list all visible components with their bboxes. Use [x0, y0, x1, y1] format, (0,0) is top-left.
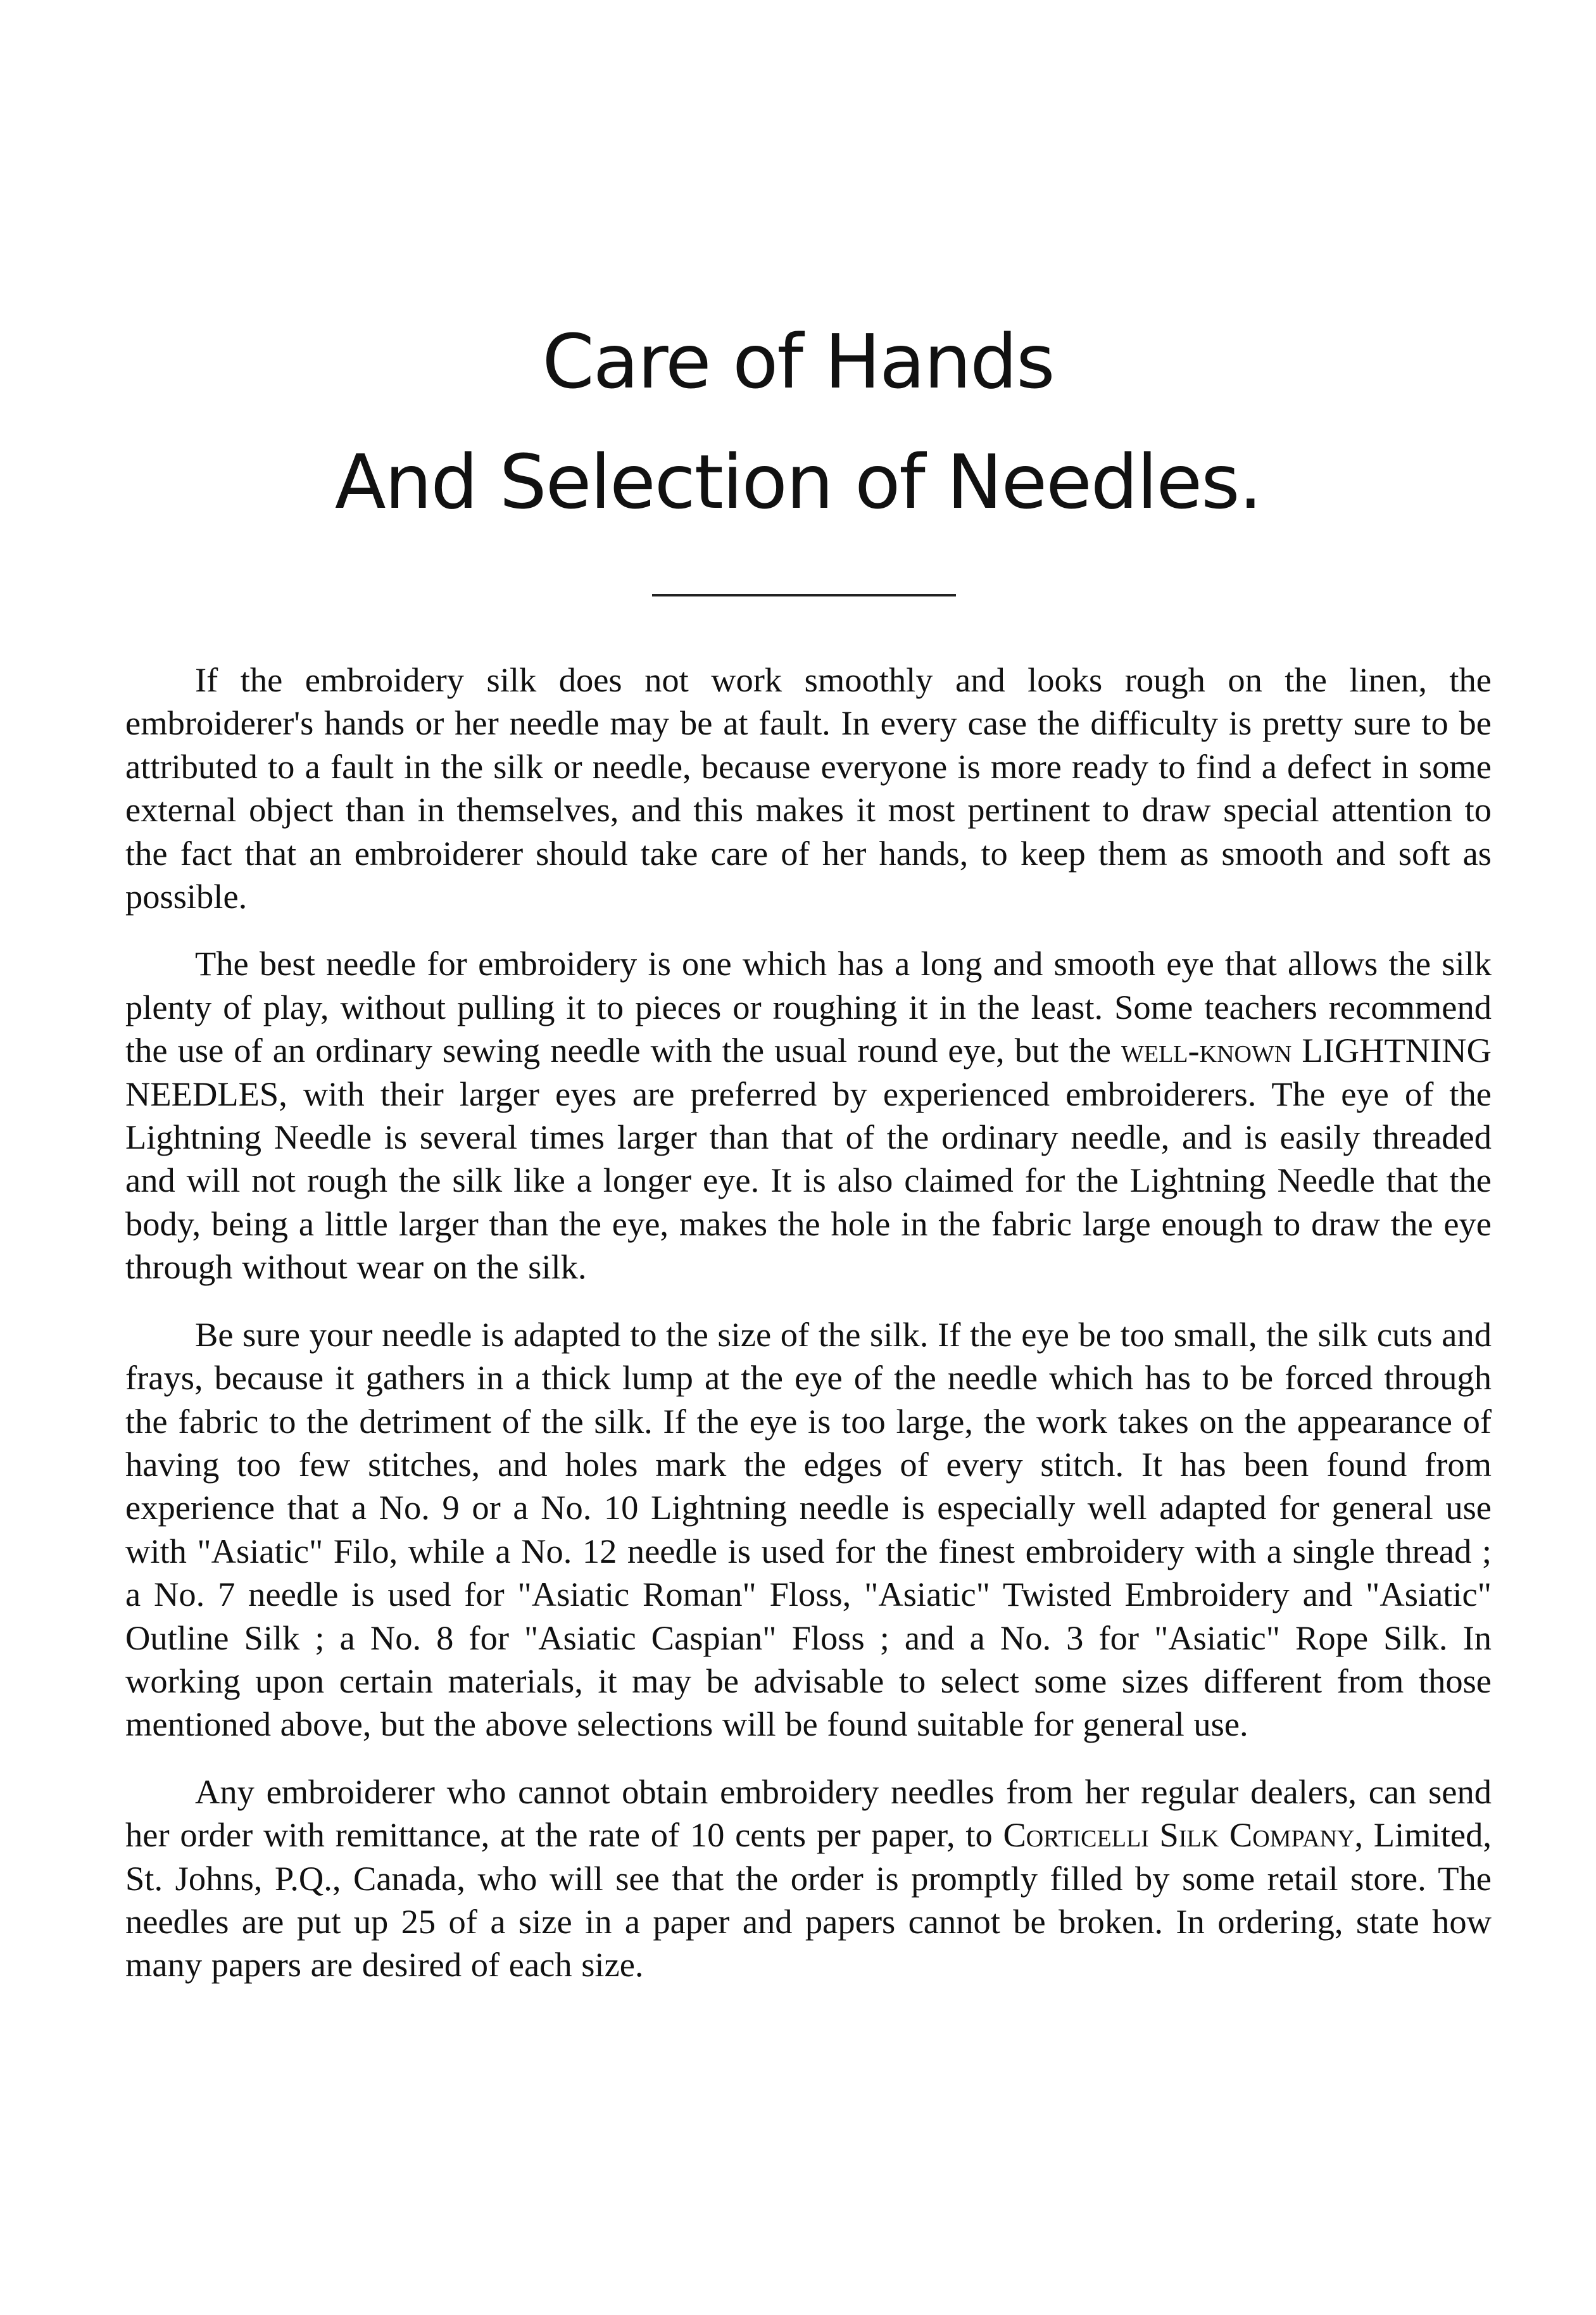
- article-body: [125, 659, 1492, 2011]
- title-divider: [652, 594, 956, 596]
- page-title-line-2: And Selection of Needles.: [334, 438, 1262, 526]
- well-known-smallcaps: well-known: [1121, 1031, 1292, 1070]
- lightning-needles-name: LIGHTNING NEEDLES,: [125, 1031, 1492, 1113]
- paragraph-best-needle: [125, 942, 1492, 1289]
- paragraph-ordering-text-start: Any embroiderer who cannot obtain embroidery needles from her regular dealers, can send her order with remittance, at the rate of 10 cents per paper, to: [125, 1772, 1492, 1855]
- page-title-line-1: Care of Hands: [542, 318, 1054, 405]
- paragraph-best-needle-text-end: with their larger eyes are preferred by experienced embroiderers. The eye of the Lightning Needle is several times larger than that of the ordinary needle, and is easily threaded and will not rough the silk like a longer eye. It is also claimed for the Lightning Needle that the body, being a little larger than the eye, makes the hole in the fabric large enough to draw the eye through without wear on the silk.: [125, 1074, 1492, 1287]
- paragraph-needle-size: Be sure your needle is adapted to the size of the silk. If the eye be too small, the silk cuts and frays, because it gathers in a thick lump at the eye of the needle which has to be forced through the fabric to the detriment of the silk. If the eye is too large, the work takes on the appearance of having too few stitches, and holes mark the edges of every stitch. It has been found from experience that a No. 9 or a No. 10 Lightning needle is especially well adapted for general use with "Asiatic" Filo, while a No. 12 needle is used for the finest embroidery with a single thread ; a No. 7 needle is used for "Asiatic Roman" Floss, "Asiatic" Twisted Embroidery and "Asiatic" Outline Silk ; a No. 8 for "Asiatic Caspian" Floss ; and a No. 3 for "Asiatic" Rope Silk. In working upon certain materials, it may be advisable to select some sizes different from those mentioned above, but the above selections will be found suitable for general use.: [125, 1315, 1492, 1744]
- paragraph-ordering-text-end: Limited, St. Johns, P.Q., Canada, who will see that the order is promptly filled by some retail store. The needles are put up 25 of a size in a paper and papers cannot be broken. In ordering, state how many papers are desired of each size.: [125, 1815, 1492, 1984]
- company-name-smallcaps: Corticelli Silk Company,: [1003, 1815, 1364, 1855]
- paragraph-best-needle-text-start: The best needle for embroidery is one which has a long and smooth eye that allows the silk plenty of play, without pulling it to pieces or roughing it in the least. Some teachers recommend the use of an ordinary sewing needle with the usual round eye, but the: [125, 944, 1492, 1070]
- paragraph-hands: If the embroidery silk does not work smoothly and looks rough on the linen, the embroiderer's hands or her needle may be at fault. In every case the difficulty is pretty sure to be attributed to a fault in the silk or needle, because everyone is more ready to find a defect in some external object than in themselves, and this makes it most pertinent to draw special attention to the fact that an embroiderer should take care of her hands, to keep them as smooth and soft as possible.: [125, 660, 1492, 916]
- paragraph-ordering: [125, 1770, 1492, 1987]
